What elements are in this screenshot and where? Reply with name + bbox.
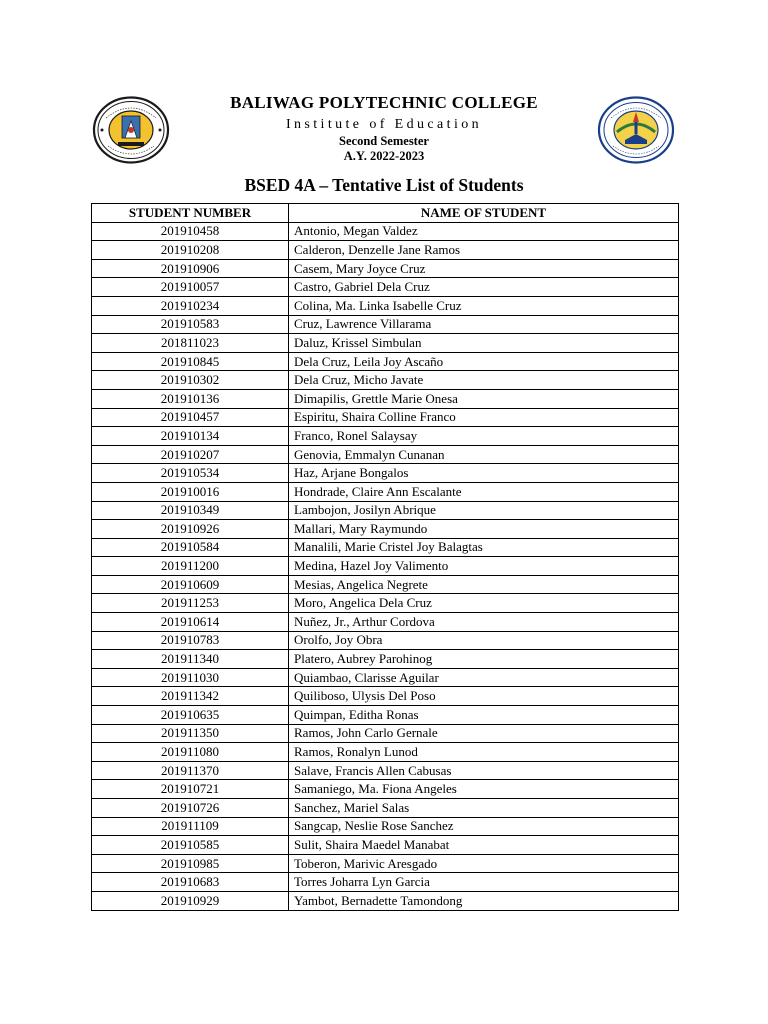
student-number-cell: 201910134 xyxy=(92,427,289,446)
academic-year-label: A.Y. 2022-2023 xyxy=(343,149,425,163)
student-name-cell: Sulit, Shaira Maedel Manabat xyxy=(289,836,679,855)
table-row xyxy=(92,427,679,446)
table-row xyxy=(92,445,679,464)
student-name-cell: Manalili, Marie Cristel Joy Balagtas xyxy=(289,538,679,557)
student-name-cell: Espiritu, Shaira Colline Franco xyxy=(289,408,679,427)
table-row xyxy=(92,315,679,334)
student-name-cell: Cruz, Lawrence Villarama xyxy=(289,315,679,334)
table-row xyxy=(92,520,679,539)
table-row xyxy=(92,296,679,315)
table-row xyxy=(92,761,679,780)
student-name-cell: Quiliboso, Ulysis Del Poso xyxy=(289,687,679,706)
student-number-cell: 201910349 xyxy=(92,501,289,520)
table-row xyxy=(92,259,679,278)
semester-label: Second Semester xyxy=(339,134,429,148)
table-row xyxy=(92,891,679,910)
student-number-cell: 201910208 xyxy=(92,241,289,260)
student-name-cell: Mallari, Mary Raymundo xyxy=(289,520,679,539)
table-row xyxy=(92,613,679,632)
table-row xyxy=(92,854,679,873)
student-number-cell: 201910457 xyxy=(92,408,289,427)
table-row xyxy=(92,631,679,650)
student-name-cell: Genovia, Emmalyn Cunanan xyxy=(289,445,679,464)
student-number-cell: 201910609 xyxy=(92,575,289,594)
student-name-cell: Orolfo, Joy Obra xyxy=(289,631,679,650)
student-name-cell: Platero, Aubrey Parohinog xyxy=(289,650,679,669)
student-name-cell: Samaniego, Ma. Fiona Angeles xyxy=(289,780,679,799)
student-number-cell: 201911253 xyxy=(92,594,289,613)
student-number-cell: 201910534 xyxy=(92,464,289,483)
student-number-cell: 201911340 xyxy=(92,650,289,669)
table-row xyxy=(92,873,679,892)
student-name-cell: Torres Joharra Lyn Garcia xyxy=(289,873,679,892)
column-header-name: NAME OF STUDENT xyxy=(289,204,679,223)
student-number-cell: 201910845 xyxy=(92,352,289,371)
student-number-cell: 201910929 xyxy=(92,891,289,910)
table-row xyxy=(92,687,679,706)
table-row xyxy=(92,222,679,241)
table-row xyxy=(92,668,679,687)
table-row xyxy=(92,743,679,762)
student-number-cell: 201910783 xyxy=(92,631,289,650)
student-number-cell: 201910614 xyxy=(92,613,289,632)
student-name-cell: Castro, Gabriel Dela Cruz xyxy=(289,278,679,297)
student-name-cell: Haz, Arjane Bongalos xyxy=(289,464,679,483)
student-table xyxy=(91,203,679,911)
student-number-cell: 201910585 xyxy=(92,836,289,855)
student-name-cell: Dela Cruz, Leila Joy Ascaño xyxy=(289,352,679,371)
student-number-cell: 201911350 xyxy=(92,724,289,743)
table-row xyxy=(92,650,679,669)
table-row xyxy=(92,706,679,725)
student-name-cell: Mesias, Angelica Negrete xyxy=(289,575,679,594)
student-name-cell: Calderon, Denzelle Jane Ramos xyxy=(289,241,679,260)
student-name-cell: Franco, Ronel Salaysay xyxy=(289,427,679,446)
student-name-cell: Antonio, Megan Valdez xyxy=(289,222,679,241)
student-number-cell: 201910683 xyxy=(92,873,289,892)
student-number-cell: 201910906 xyxy=(92,259,289,278)
table-row xyxy=(92,278,679,297)
student-name-cell: Dela Cruz, Micho Javate xyxy=(289,371,679,390)
table-row xyxy=(92,501,679,520)
student-name-cell: Quimpan, Editha Ronas xyxy=(289,706,679,725)
student-number-cell: 201910136 xyxy=(92,389,289,408)
student-table-body xyxy=(92,222,679,910)
table-row xyxy=(92,241,679,260)
student-number-cell: 201910234 xyxy=(92,296,289,315)
list-title: BSED 4A – Tentative List of Students xyxy=(244,175,524,195)
student-number-cell: 201910721 xyxy=(92,780,289,799)
student-name-cell: Ramos, Ronalyn Lunod xyxy=(289,743,679,762)
student-number-cell: 201911080 xyxy=(92,743,289,762)
student-number-cell: 201910207 xyxy=(92,445,289,464)
student-number-cell: 201910016 xyxy=(92,482,289,501)
table-header-row xyxy=(92,204,679,223)
table-row xyxy=(92,389,679,408)
student-name-cell: Casem, Mary Joyce Cruz xyxy=(289,259,679,278)
student-name-cell: Colina, Ma. Linka Isabelle Cruz xyxy=(289,296,679,315)
table-row xyxy=(92,408,679,427)
student-name-cell: Dimapilis, Grettle Marie Onesa xyxy=(289,389,679,408)
table-row xyxy=(92,557,679,576)
student-number-cell: 201811023 xyxy=(92,334,289,353)
document-header xyxy=(0,93,768,164)
table-row xyxy=(92,780,679,799)
student-name-cell: Daluz, Krissel Simbulan xyxy=(289,334,679,353)
student-name-cell: Ramos, John Carlo Gernale xyxy=(289,724,679,743)
student-number-cell: 201911342 xyxy=(92,687,289,706)
student-number-cell: 201910583 xyxy=(92,315,289,334)
table-row xyxy=(92,334,679,353)
column-header-student-number: STUDENT NUMBER xyxy=(92,204,289,223)
student-name-cell: Quiambao, Clarisse Aguilar xyxy=(289,668,679,687)
student-number-cell: 201911109 xyxy=(92,817,289,836)
student-name-cell: Toberon, Marivic Aresgado xyxy=(289,854,679,873)
student-number-cell: 201911200 xyxy=(92,557,289,576)
student-number-cell: 201910302 xyxy=(92,371,289,390)
student-name-cell: Nuñez, Jr., Arthur Cordova xyxy=(289,613,679,632)
student-number-cell: 201910057 xyxy=(92,278,289,297)
table-row xyxy=(92,464,679,483)
student-name-cell: Sanchez, Mariel Salas xyxy=(289,799,679,818)
student-name-cell: Salave, Francis Allen Cabusas xyxy=(289,761,679,780)
table-row xyxy=(92,724,679,743)
table-row xyxy=(92,594,679,613)
student-number-cell: 201910926 xyxy=(92,520,289,539)
student-number-cell: 201911030 xyxy=(92,668,289,687)
table-row xyxy=(92,371,679,390)
table-row xyxy=(92,352,679,371)
student-number-cell: 201910584 xyxy=(92,538,289,557)
student-name-cell: Hondrade, Claire Ann Escalante xyxy=(289,482,679,501)
student-name-cell: Lambojon, Josilyn Abrique xyxy=(289,501,679,520)
table-row xyxy=(92,836,679,855)
student-number-cell: 201910458 xyxy=(92,222,289,241)
student-number-cell: 201910635 xyxy=(92,706,289,725)
table-row xyxy=(92,799,679,818)
student-number-cell: 201910985 xyxy=(92,854,289,873)
student-number-cell: 201911370 xyxy=(92,761,289,780)
table-row xyxy=(92,817,679,836)
student-name-cell: Moro, Angelica Dela Cruz xyxy=(289,594,679,613)
student-number-cell: 201910726 xyxy=(92,799,289,818)
table-row xyxy=(92,538,679,557)
student-name-cell: Yambot, Bernadette Tamondong xyxy=(289,891,679,910)
student-name-cell: Medina, Hazel Joy Valimento xyxy=(289,557,679,576)
college-name: BALIWAG POLYTECHNIC COLLEGE xyxy=(230,93,538,112)
institute-name: Institute of Education xyxy=(285,117,483,132)
table-row xyxy=(92,482,679,501)
student-name-cell: Sangcap, Neslie Rose Sanchez xyxy=(289,817,679,836)
table-row xyxy=(92,575,679,594)
